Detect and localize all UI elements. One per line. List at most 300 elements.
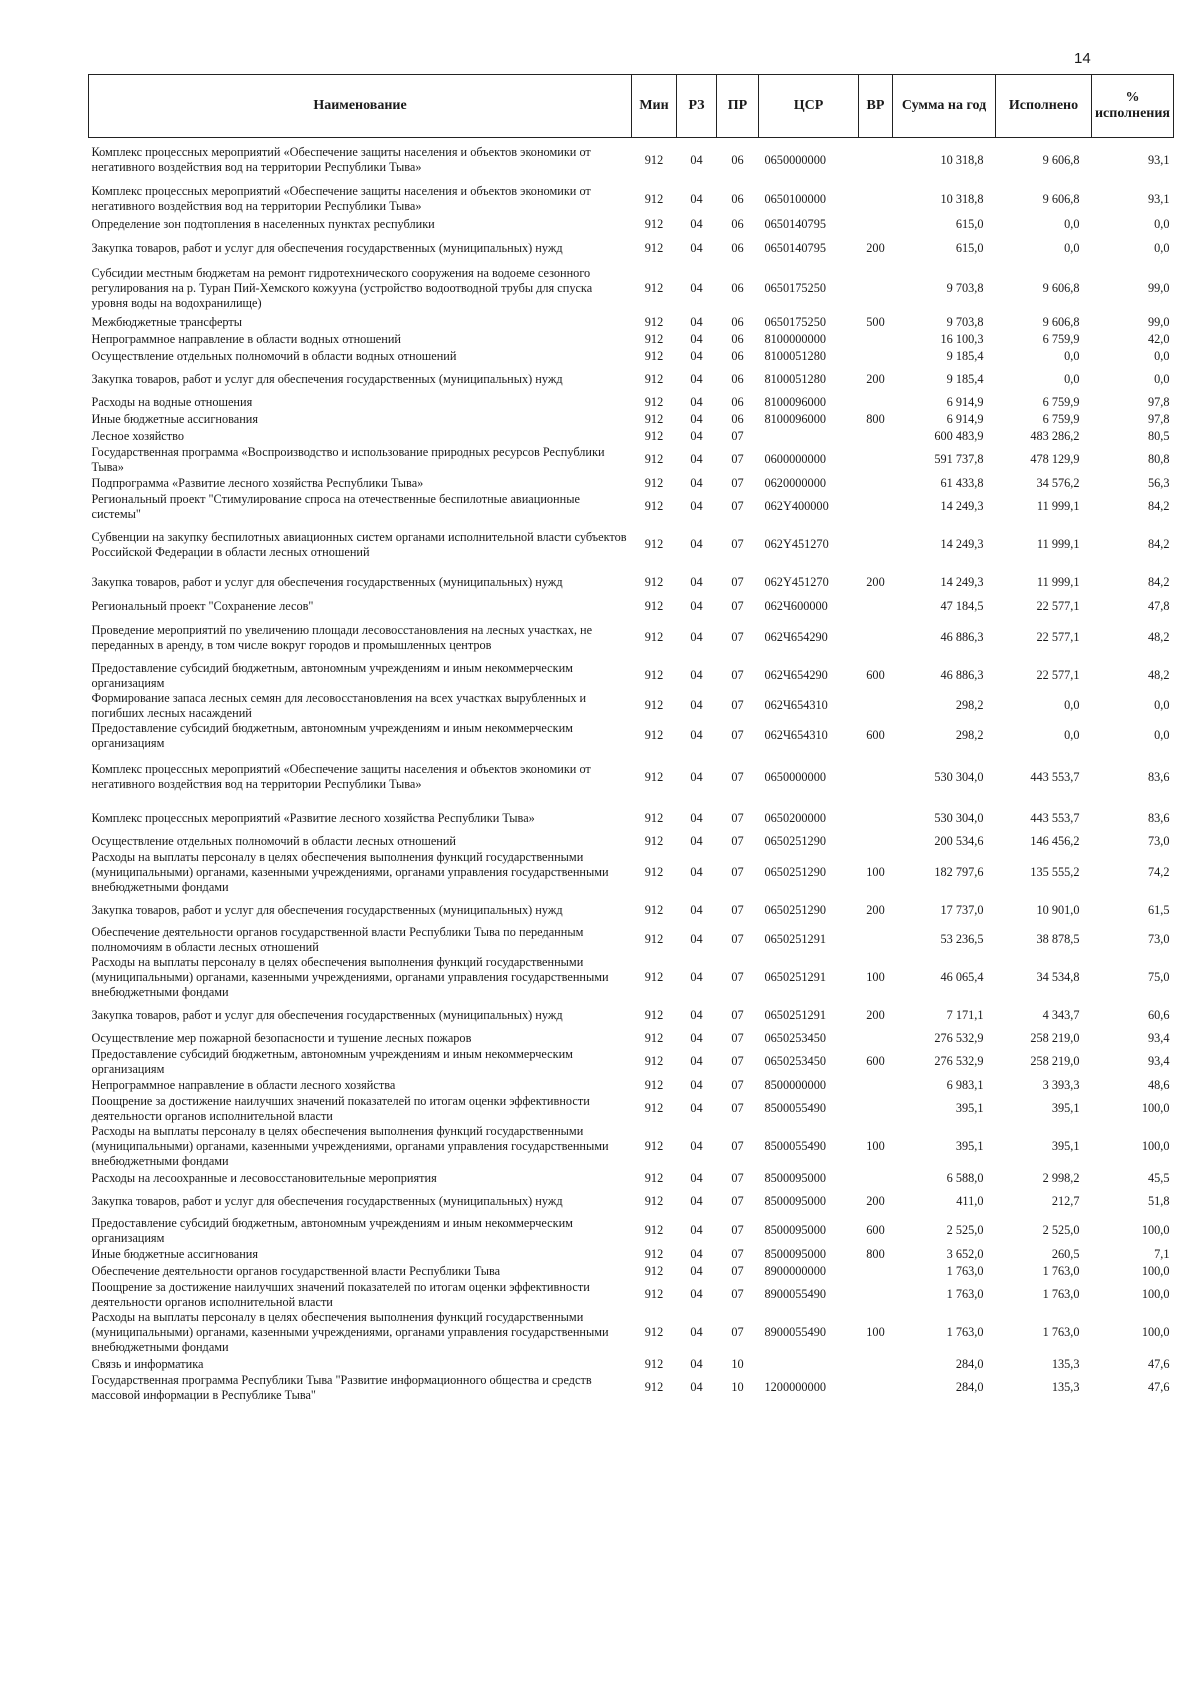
row-sum: 7 171,1	[946, 1007, 984, 1022]
row-name: Предоставление субсидий бюджетным, автономным учреждениям и иным некоммерческим организациям	[91, 1215, 573, 1245]
row-name: Осуществление отдельных полномочий в области водных отношений	[91, 348, 457, 363]
row-csr: 8100051280	[764, 348, 826, 363]
row-pct: 7,1	[1154, 1246, 1170, 1261]
row-pr: 07	[731, 1139, 744, 1153]
row-rz: 04	[690, 598, 703, 613]
row-vr: 200	[866, 1007, 885, 1022]
table-row	[89, 850, 1174, 896]
row-pct: 93,4	[1147, 1054, 1170, 1068]
row-pr: 07	[731, 475, 744, 490]
row-sum: 276 532,9	[934, 1030, 984, 1045]
row-vr: 800	[866, 1246, 885, 1261]
row-csr: 062Ч654310	[764, 698, 828, 712]
row-sum: 9 185,4	[946, 371, 984, 386]
table-row	[89, 1077, 1174, 1094]
row-done: 258 219,0	[1030, 1054, 1080, 1068]
row-pct: 93,4	[1147, 1030, 1170, 1045]
row-pr: 07	[731, 1287, 744, 1301]
row-rz: 04	[690, 668, 703, 682]
table-body	[89, 138, 1174, 1403]
row-done: 22 577,1	[1036, 598, 1080, 613]
row-sum: 284,0	[955, 1380, 984, 1394]
row-pr: 07	[731, 1101, 744, 1115]
row-sum: 61 433,8	[940, 475, 984, 490]
row-done: 9 606,8	[1042, 280, 1080, 295]
table-row	[89, 1356, 1174, 1373]
row-pr: 07	[731, 452, 744, 466]
row-min: 912	[644, 475, 664, 490]
row-pct: 48,2	[1147, 630, 1170, 644]
row-rz: 04	[690, 537, 703, 551]
row-rz: 04	[690, 1263, 703, 1278]
row-name: Государственная программа «Воспроизводство и использование природных ресурсов Республики Тыва»	[91, 444, 605, 474]
row-vr	[859, 1077, 893, 1094]
header-csr: ЦСР	[759, 75, 859, 138]
row-done: 260,5	[1051, 1246, 1080, 1261]
row-done: 4 343,7	[1042, 1007, 1080, 1022]
row-pr: 06	[731, 314, 744, 329]
row-min: 912	[644, 152, 664, 167]
row-csr: 062Ч654310	[764, 728, 828, 742]
row-done: 0,0	[1064, 240, 1080, 255]
row-name: Субвенции на закупку беспилотных авиационных систем органами исполнительной власти субъектов Российской Федерации в области лесных отношений	[91, 529, 627, 559]
row-rz: 04	[690, 865, 703, 879]
row-pr: 07	[731, 728, 744, 742]
row-min: 912	[644, 1223, 664, 1237]
row-csr: 062Ч654290	[764, 630, 828, 644]
row-done: 1 763,0	[1042, 1325, 1080, 1339]
row-pct: 84,2	[1147, 575, 1170, 589]
table-row	[89, 1263, 1174, 1280]
row-done: 1 763,0	[1042, 1287, 1080, 1301]
row-sum: 6 983,1	[946, 1077, 984, 1092]
table-row	[89, 833, 1174, 850]
row-min: 912	[644, 191, 664, 206]
row-sum: 615,0	[955, 240, 984, 255]
row-rz: 04	[690, 1193, 703, 1208]
row-name: Региональный проект "Сохранение лесов"	[91, 598, 314, 613]
row-pct: 0,0	[1154, 217, 1170, 231]
row-pct: 47,6	[1147, 1380, 1170, 1394]
row-csr: 1200000000	[764, 1380, 826, 1394]
row-rz: 04	[690, 698, 703, 712]
row-csr: 8500095000	[764, 1223, 826, 1237]
row-pct: 100,0	[1141, 1101, 1170, 1115]
row-rz: 04	[690, 475, 703, 490]
row-rz: 04	[690, 1030, 703, 1045]
row-min: 912	[644, 240, 664, 255]
row-pct: 47,8	[1147, 598, 1170, 613]
row-csr: 0650251290	[764, 833, 826, 848]
table-row	[89, 1094, 1174, 1124]
row-name: Комплекс процессных мероприятий «Обеспечение защиты населения и объектов экономики от негативного воздействия вод на территории Республики Тыва»	[91, 145, 591, 175]
row-sum: 200 534,6	[934, 833, 984, 848]
table-row	[89, 411, 1174, 428]
row-csr: 062Ч654290	[764, 668, 828, 682]
row-sum: 1 763,0	[946, 1287, 984, 1301]
row-rz: 04	[690, 902, 703, 917]
row-sum: 2 525,0	[946, 1223, 984, 1237]
row-name: Поощрение за достижение наилучших значений показателей по итогам оценки эффективности деятельности органов исполнительной власти	[91, 1093, 590, 1123]
row-pct: 100,0	[1141, 1325, 1170, 1339]
row-pr: 06	[731, 280, 744, 295]
row-vr: 200	[866, 371, 885, 386]
row-csr: 8500000000	[764, 1077, 826, 1092]
row-done: 11 999,1	[1036, 537, 1080, 551]
row-pct: 47,6	[1147, 1356, 1170, 1371]
header-sum: Сумма на год	[893, 75, 996, 138]
row-name: Обеспечение деятельности органов государственной власти Республики Тыва	[91, 1263, 501, 1278]
row-pct: 99,0	[1147, 280, 1170, 295]
table-row	[89, 598, 1174, 615]
row-pr: 07	[731, 810, 744, 825]
row-min: 912	[644, 728, 664, 742]
table-row	[89, 615, 1174, 661]
row-pr: 10	[731, 1380, 744, 1394]
row-pr: 06	[731, 191, 744, 206]
row-vr	[859, 394, 893, 411]
row-pct: 56,3	[1147, 475, 1170, 490]
row-pr: 07	[731, 1263, 744, 1278]
row-pct: 83,6	[1147, 769, 1170, 784]
row-vr: 100	[866, 865, 885, 879]
row-vr	[859, 1356, 893, 1373]
row-name: Формирование запаса лесных семян для лесовосстановления на всех участках вырубленных и погибших лесных насаждений	[91, 690, 587, 720]
row-pct: 51,8	[1147, 1193, 1170, 1208]
row-name: Закупка товаров, работ и услуг для обеспечения государственных (муниципальных) нужд	[91, 1193, 563, 1208]
row-name: Иные бюджетные ассигнования	[91, 1246, 259, 1261]
row-csr: 0650140795	[764, 217, 826, 231]
row-name: Расходы на водные отношения	[91, 394, 253, 409]
row-done: 0,0	[1064, 698, 1080, 712]
row-min: 912	[644, 932, 664, 946]
row-done: 135 555,2	[1030, 865, 1080, 879]
row-min: 912	[644, 1007, 664, 1022]
row-done: 11 999,1	[1036, 575, 1080, 589]
row-csr: 8900000000	[764, 1263, 826, 1278]
row-vr	[859, 183, 893, 216]
row-name: Расходы на выплаты персоналу в целях обеспечения выполнения функций государственными (муниципальными) органами, казенными учреждениями, органами управления государственными внебюджетными фондами	[91, 955, 609, 999]
row-sum: 6 914,9	[946, 411, 984, 426]
row-name: Предоставление субсидий бюджетным, автономным учреждениям и иным некоммерческим организациям	[91, 660, 573, 690]
row-rz: 04	[690, 1380, 703, 1394]
row-pr: 07	[731, 865, 744, 879]
row-name: Непрограммное направление в области лесного хозяйства	[91, 1077, 396, 1092]
row-name: Предоставление субсидий бюджетным, автономным учреждениям и иным некоммерческим организациям	[91, 720, 573, 750]
row-csr: 8500095000	[764, 1246, 826, 1261]
table-row	[89, 721, 1174, 751]
table-row	[89, 394, 1174, 411]
row-rz: 04	[690, 1054, 703, 1068]
row-csr: 0650140795	[764, 240, 826, 255]
row-name: Комплекс процессных мероприятий «Обеспечение защиты населения и объектов экономики от негативного воздействия вод на территории Республики Тыва»	[91, 762, 591, 791]
row-csr: 8900055490	[764, 1287, 826, 1301]
row-name: Закупка товаров, работ и услуг для обеспечения государственных (муниципальных) нужд	[91, 902, 563, 917]
row-sum: 16 100,3	[940, 331, 984, 346]
row-min: 912	[644, 865, 664, 879]
row-name: Проведение мероприятий по увеличению площади лесовосстановления на лесных участках, не переданных в аренду, в том числе вокруг городов и промышленных центров	[91, 622, 593, 652]
row-pr: 06	[731, 348, 744, 363]
row-pr: 07	[731, 1170, 744, 1185]
row-vr	[859, 1170, 893, 1187]
row-min: 912	[644, 970, 664, 984]
row-rz: 04	[690, 769, 703, 784]
row-csr: 0650000000	[764, 769, 826, 784]
row-csr: 0650175250	[764, 314, 826, 329]
row-csr: 8500055490	[764, 1101, 826, 1115]
row-csr: 0650251291	[764, 1007, 826, 1022]
row-rz: 04	[690, 152, 703, 167]
row-vr: 200	[866, 575, 885, 589]
row-csr: 062Y400000	[764, 499, 829, 513]
header-pct: % исполнения	[1092, 75, 1174, 138]
row-name: Субсидии местным бюджетам на ремонт гидротехнического сооружения на водоеме сезонного регулирования на р. Туран Пий-Хемского кожууна (устройство водоотводной трубы для спуска уровня воды на водохранилище)	[91, 265, 593, 310]
row-pct: 83,6	[1147, 810, 1170, 825]
row-rz: 04	[690, 728, 703, 742]
row-done: 0,0	[1064, 217, 1080, 231]
row-done: 6 759,9	[1042, 394, 1080, 409]
row-sum: 284,0	[955, 1356, 984, 1371]
row-min: 912	[644, 1054, 664, 1068]
row-done: 9 606,8	[1042, 314, 1080, 329]
row-sum: 591 737,8	[934, 452, 984, 466]
row-sum: 14 249,3	[940, 537, 984, 551]
row-min: 912	[644, 902, 664, 917]
row-vr: 100	[866, 970, 885, 984]
row-pct: 0,0	[1154, 698, 1170, 712]
row-pct: 93,1	[1147, 191, 1170, 206]
row-min: 912	[644, 1263, 664, 1278]
row-done: 212,7	[1051, 1193, 1080, 1208]
table-row	[89, 216, 1174, 234]
row-done: 478 129,9	[1030, 452, 1080, 466]
row-vr	[859, 833, 893, 850]
row-pct: 74,2	[1147, 865, 1170, 879]
row-min: 912	[644, 1101, 664, 1115]
row-rz: 04	[690, 1101, 703, 1115]
row-csr: 062Y451270	[764, 575, 829, 589]
row-done: 10 901,0	[1036, 902, 1080, 917]
table-row	[89, 1216, 1174, 1246]
row-sum: 182 797,6	[934, 865, 984, 879]
row-vr	[859, 1263, 893, 1280]
table-row	[89, 1187, 1174, 1216]
row-rz: 04	[690, 932, 703, 946]
row-pct: 75,0	[1147, 970, 1170, 984]
row-pr: 07	[731, 1007, 744, 1022]
table-row	[89, 955, 1174, 1001]
table-row	[89, 896, 1174, 925]
row-name: Закупка товаров, работ и услуг для обеспечения государственных (муниципальных) нужд	[91, 1007, 563, 1022]
row-rz: 04	[690, 314, 703, 329]
row-sum: 615,0	[955, 217, 984, 231]
row-pr: 07	[731, 537, 744, 551]
row-name: Расходы на выплаты персоналу в целях обеспечения выполнения функций государственными (муниципальными) органами, казенными учреждениями, органами управления государственными внебюджетными фондами	[91, 1124, 609, 1168]
row-done: 443 553,7	[1030, 769, 1080, 784]
row-rz: 04	[690, 1223, 703, 1237]
row-min: 912	[644, 668, 664, 682]
row-rz: 04	[690, 371, 703, 386]
row-pr: 06	[731, 411, 744, 426]
row-vr	[859, 138, 893, 183]
row-pct: 84,2	[1147, 537, 1170, 551]
row-name: Лесное хозяйство	[91, 428, 185, 443]
row-rz: 04	[690, 810, 703, 825]
row-vr: 600	[866, 728, 885, 742]
row-rz: 04	[690, 331, 703, 346]
row-csr: 0650251290	[764, 865, 826, 879]
row-min: 912	[644, 1139, 664, 1153]
header-min: Мин	[632, 75, 677, 138]
row-done: 9 606,8	[1042, 191, 1080, 206]
row-vr	[859, 428, 893, 445]
row-min: 912	[644, 280, 664, 295]
row-sum: 47 184,5	[940, 598, 984, 613]
row-min: 912	[644, 452, 664, 466]
row-pct: 80,5	[1147, 428, 1170, 443]
table-row	[89, 1373, 1174, 1403]
row-vr: 200	[866, 1193, 885, 1208]
row-csr: 8100051280	[764, 371, 826, 386]
row-pr: 07	[731, 1223, 744, 1237]
row-csr: 0650100000	[764, 191, 826, 206]
row-done: 34 576,2	[1036, 475, 1080, 490]
row-rz: 04	[690, 833, 703, 848]
row-sum: 530 304,0	[934, 810, 984, 825]
row-csr: 0650200000	[764, 810, 826, 825]
row-pct: 0,0	[1154, 728, 1170, 742]
row-sum: 46 065,4	[940, 970, 984, 984]
row-sum: 46 886,3	[940, 630, 984, 644]
row-rz: 04	[690, 1325, 703, 1339]
row-done: 9 606,8	[1042, 152, 1080, 167]
row-csr: 062Ч600000	[764, 598, 828, 613]
row-sum: 395,1	[955, 1101, 984, 1115]
row-name: Комплекс процессных мероприятий «Обеспечение защиты населения и объектов экономики от негативного воздействия вод на территории Республики Тыва»	[91, 184, 591, 213]
row-rz: 04	[690, 1356, 703, 1371]
row-rz: 04	[690, 1287, 703, 1301]
row-done: 443 553,7	[1030, 810, 1080, 825]
row-pr: 07	[731, 970, 744, 984]
row-vr	[859, 1030, 893, 1047]
row-name: Предоставление субсидий бюджетным, автономным учреждениям и иным некоммерческим организациям	[91, 1046, 573, 1076]
table-row	[89, 234, 1174, 263]
row-rz: 04	[690, 428, 703, 443]
table-row	[89, 183, 1174, 216]
table-row	[89, 365, 1174, 394]
row-done: 3 393,3	[1042, 1077, 1080, 1092]
row-pr: 07	[731, 1030, 744, 1045]
row-pct: 0,0	[1154, 371, 1170, 386]
row-done: 6 759,9	[1042, 331, 1080, 346]
row-rz: 04	[690, 1007, 703, 1022]
row-csr: 8500095000	[764, 1170, 826, 1185]
row-done: 0,0	[1064, 728, 1080, 742]
row-csr: 0650251291	[764, 970, 826, 984]
table-row	[89, 492, 1174, 522]
row-pr: 10	[731, 1356, 744, 1371]
row-min: 912	[644, 1325, 664, 1339]
table-row	[89, 445, 1174, 475]
row-sum: 276 532,9	[934, 1054, 984, 1068]
row-pct: 48,6	[1147, 1077, 1170, 1092]
row-vr	[859, 615, 893, 661]
row-min: 912	[644, 217, 664, 231]
row-min: 912	[644, 537, 664, 551]
row-min: 912	[644, 428, 664, 443]
row-pr: 07	[731, 428, 744, 443]
row-pct: 73,0	[1147, 932, 1170, 946]
row-pct: 42,0	[1147, 331, 1170, 346]
table-row	[89, 1310, 1174, 1356]
table-row	[89, 691, 1174, 721]
header-vr: ВР	[859, 75, 893, 138]
row-sum: 298,2	[955, 698, 984, 712]
row-vr	[859, 1280, 893, 1310]
row-min: 912	[644, 314, 664, 329]
row-name: Региональный проект "Стимулирование спроса на отечественные беспилотные авиационные системы"	[91, 491, 580, 521]
table-row	[89, 475, 1174, 492]
row-done: 135,3	[1051, 1380, 1080, 1394]
table-row	[89, 138, 1174, 183]
table-row	[89, 1001, 1174, 1030]
row-csr: 0650175250	[764, 280, 826, 295]
row-vr	[859, 751, 893, 804]
row-name: Иные бюджетные ассигнования	[91, 411, 259, 426]
row-vr: 100	[866, 1325, 885, 1339]
row-vr: 100	[866, 1139, 885, 1153]
row-sum: 298,2	[955, 728, 984, 742]
row-pct: 61,5	[1147, 902, 1170, 917]
table-row	[89, 331, 1174, 348]
row-pr: 06	[731, 371, 744, 386]
row-done: 6 759,9	[1042, 411, 1080, 426]
row-sum: 14 249,3	[940, 575, 984, 589]
row-done: 22 577,1	[1036, 668, 1080, 682]
row-pr: 07	[731, 668, 744, 682]
table-row	[89, 1246, 1174, 1263]
row-rz: 04	[690, 452, 703, 466]
row-csr: 8100096000	[764, 394, 826, 409]
row-pct: 73,0	[1147, 833, 1170, 848]
row-vr	[859, 522, 893, 568]
table-row	[89, 522, 1174, 568]
row-min: 912	[644, 348, 664, 363]
row-pr: 06	[731, 152, 744, 167]
row-pct: 100,0	[1141, 1263, 1170, 1278]
row-done: 0,0	[1064, 371, 1080, 386]
row-min: 912	[644, 1356, 664, 1371]
row-pr: 06	[731, 331, 744, 346]
row-name: Межбюджетные трансферты	[91, 314, 243, 329]
row-sum: 1 763,0	[946, 1263, 984, 1278]
row-sum: 3 652,0	[946, 1246, 984, 1261]
row-pct: 84,2	[1147, 499, 1170, 513]
row-rz: 04	[690, 394, 703, 409]
row-min: 912	[644, 499, 664, 513]
row-csr: 8100096000	[764, 411, 826, 426]
row-vr: 600	[866, 1054, 885, 1068]
row-pr: 07	[731, 1077, 744, 1092]
row-name: Определение зон подтопления в населенных пунктах республики	[91, 217, 435, 231]
row-pct: 45,5	[1147, 1170, 1170, 1185]
row-name: Связь и информатика	[91, 1356, 204, 1371]
row-csr: 8500055490	[764, 1139, 826, 1153]
row-vr: 800	[866, 411, 885, 426]
row-min: 912	[644, 630, 664, 644]
row-rz: 04	[690, 575, 703, 589]
page-number: 14	[1074, 50, 1091, 67]
